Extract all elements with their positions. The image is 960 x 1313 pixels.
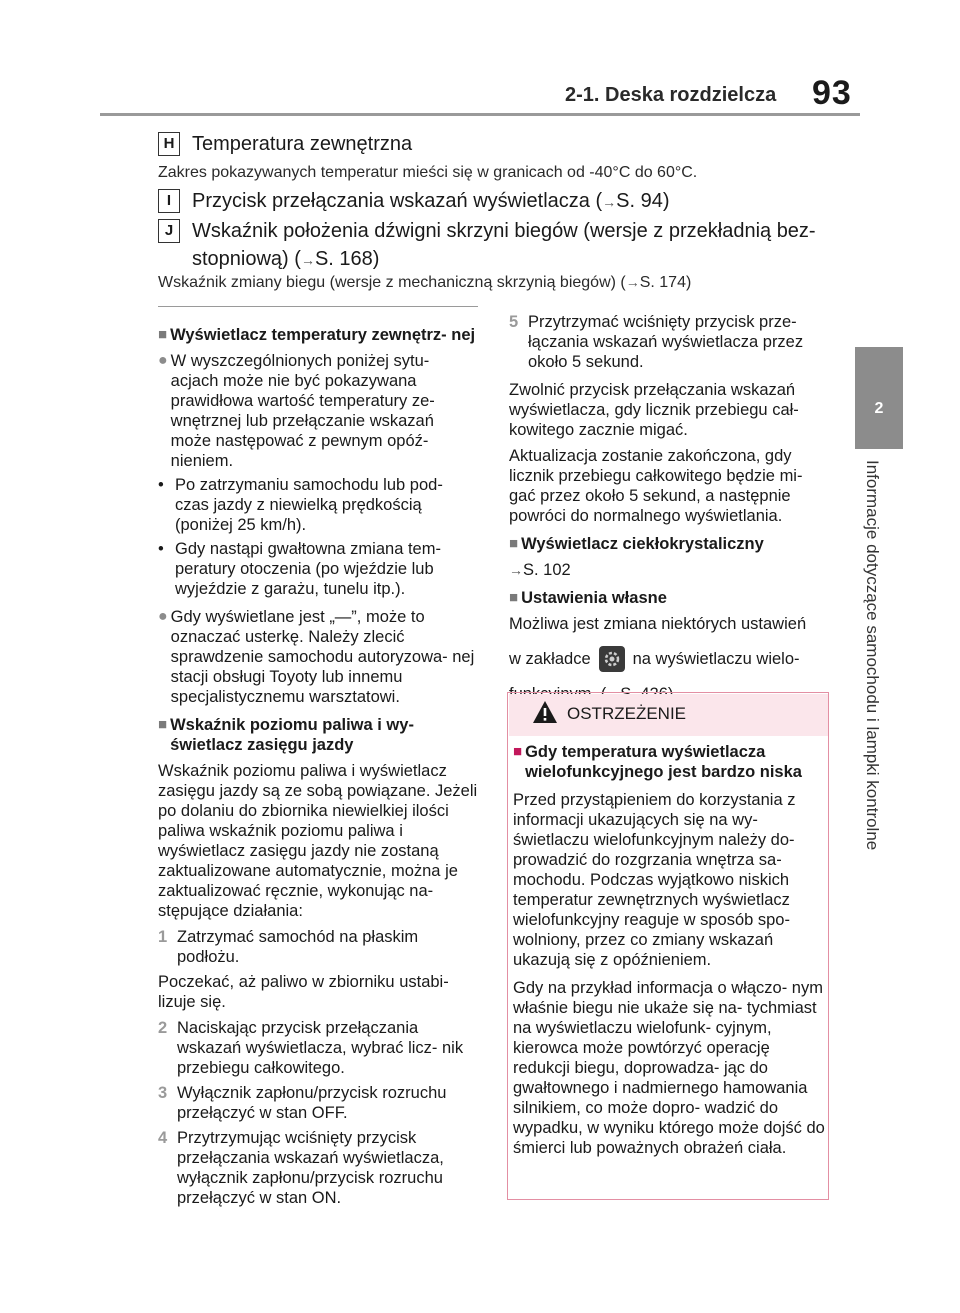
warning-heading: ■ Gdy temperatura wyświetlacza wielofunkcyjnego jest bardzo niska <box>513 743 802 781</box>
square-bullet-icon: ■ <box>158 326 168 343</box>
item-j <box>158 217 816 274</box>
heading-settings: ■ Ustawienia własne <box>509 589 667 607</box>
warning-title: OSTRZEŻENIE <box>567 704 687 723</box>
badge-j: J <box>158 219 180 243</box>
paragraph: Wskaźnik poziomu paliwa i wyświetlacz zasięgu jazdy są ze sobą powiązane. Jeżeli po dolaniu do zbiornika niewielkiej ilości paliwa wskaźnik poziomu paliwa i wyświetlacz zasięgu jazdy nie zostaną zaktualizowane automatycznie, można je zaktualizować ręcznie, wykonując na- stępujące działania: <box>158 762 478 920</box>
right-column <box>509 312 831 710</box>
arrow-icon: → <box>509 562 523 578</box>
settings-gear-icon <box>599 646 625 672</box>
item-h-text: Temperatura zewnętrzna <box>192 133 413 155</box>
warning-content <box>513 742 825 1164</box>
page-number: 93 <box>812 74 852 112</box>
header-divider <box>100 113 860 116</box>
paragraph: Możliwa jest zmiana niektórych ustawień <box>509 615 807 633</box>
square-bullet-icon: ■ <box>509 535 519 552</box>
arrow-icon: → <box>300 252 315 268</box>
paragraph: Aktualizacja zostanie zakończona, gdy licznik przebiegu całkowitego będzie mi- gać przez około 5 sekund, a następnie powróci do normalnego wyświetlania. <box>509 447 803 525</box>
item-j-line1: Wskaźnik położenia dźwigni skrzyni biegów (wersje z przekładnią bez- <box>192 220 816 242</box>
heading-lcd: ■ Wyświetlacz ciekłokrystaliczny <box>509 535 764 553</box>
arrow-icon: → <box>602 194 617 210</box>
paragraph: w zakładce na wyświetlaczu wielo- <box>509 646 831 672</box>
bullet-item: ● Gdy wyświetlane jest „—”, może to oznaczać usterkę. Należy zlecić sprawdzenie samochodu autoryzowa- nej stacji obsługi Toyoty lub innemu specjalistycznemu warsztatowi. <box>158 608 475 706</box>
item-j-note-text: Wskaźnik zmiany biegu (wersje z mechaniczną skrzynią biegów) ( <box>158 274 626 291</box>
square-bullet-icon: ■ <box>509 589 519 606</box>
step-3: 3 Wyłącznik zapłonu/przycisk rozruchu przełączyć w stan OFF. <box>158 1084 447 1122</box>
item-i-ref[interactable]: S. 94) <box>616 190 670 212</box>
dot-bullet-icon: • <box>158 476 164 494</box>
item-j-ref[interactable]: S. 168) <box>314 248 380 270</box>
square-bullet-icon: ■ <box>513 743 523 760</box>
item-i <box>158 187 670 216</box>
item-h <box>158 130 412 158</box>
dash-item: • Gdy nastąpi gwałtowna zmiana tem- peratury otoczenia (po wjeździe lub wyjeździe z garażu, tunelu itp.). <box>158 540 441 598</box>
chapter-number: 2 <box>874 400 884 417</box>
step-4: 4 Przytrzymując wciśnięty przycisk przełączania wskazań wyświetlacza, wyłącznik zapłonu/przycisk rozruchu przełączyć w stan ON. <box>158 1129 444 1207</box>
item-j-line2: stopniową) ( <box>192 248 301 270</box>
item-j-note <box>158 274 691 292</box>
step-2: 2 Naciskając przycisk przełączania wskazań wyświetlacza, wybrać licz- nik przebiegu całkowitego. <box>158 1019 464 1077</box>
chapter-tab <box>855 347 903 449</box>
chapter-label: Informacje dotyczące samochodu i lampki kontrolne <box>863 460 882 851</box>
lcd-ref-link[interactable]: S. 102 <box>523 561 571 579</box>
warning-icon <box>532 700 558 724</box>
badge-i: I <box>158 189 180 213</box>
paragraph: Poczekać, aż paliwo w zbiorniku ustabi- lizuje się. <box>158 973 449 1011</box>
warning-paragraph: Przed przystąpieniem do korzystania z informacji ukazujących się na wy- świetlaczu wielofunkcyjnym należy do- prowadzić do rozgrzania wnętrza sa- mochodu. Podczas wyjątkowo niskich temperatur zewnętrznych wyświetlacz wielofunkcyjny reaguje w sposób spo- wolniony, przez co zmiany wskazań ukazują się z opóźnieniem. <box>513 791 796 969</box>
dot-bullet-icon: • <box>158 540 164 558</box>
left-column <box>158 325 478 1213</box>
section-divider <box>158 306 478 307</box>
circle-bullet-icon: ● <box>158 352 168 369</box>
badge-h: H <box>158 132 180 156</box>
lcd-ref <box>509 560 831 580</box>
item-i-text: Przycisk przełączania wskazań wyświetlacza ( <box>192 190 603 212</box>
item-j-note-ref[interactable]: S. 174) <box>639 274 692 291</box>
square-bullet-icon: ■ <box>158 716 168 733</box>
section-title: 2-1. Deska rozdzielcza <box>565 84 777 106</box>
dash-item: • Po zatrzymaniu samochodu lub pod- czas jazdy z niewielką prędkością (poniżej 25 km/h). <box>158 476 443 534</box>
step-1: 1 Zatrzymać samochód na płaskim podłożu. <box>158 928 419 966</box>
item-h-note: Zakres pokazywanych temperatur mieści się w granicach od -40°C do 60°C. <box>158 164 698 181</box>
circle-bullet-icon: ● <box>158 608 168 625</box>
bullet-item: ● W wyszczególnionych poniżej sytu- acjach może nie być pokazywana prawidłowa wartość temperatury ze- wnętrznej lub przełączanie wskazań może następować z pewnym opóź- nieniem. <box>158 352 435 470</box>
warning-paragraph: Gdy na przykład informacja o włączo- nym właśnie biegu nie ukaże się na- tychmiast na wyświetlaczu wielofunk- cyjnym, kierowca może powtórzyć operację redukcji biegu, doprowadza- jąc do gwałtownego i nadmiernego hamowania silnikiem, co może dopro- wadzić do wypadku, w wyniku którego może dojść do śmierci lub poważnych obrażeń ciała. <box>513 979 825 1157</box>
arrow-icon: → <box>625 274 640 290</box>
paragraph: Zwolnić przycisk przełączania wskazań wyświetlacza, gdy licznik przebiegu cał- kowitego zacznie migać. <box>509 381 799 439</box>
step-5: 5 Przytrzymać wciśnięty przycisk prze- łączania wskazań wyświetlacza przez około 5 sekund. <box>509 313 804 371</box>
heading-outside-temp: ■ Wyświetlacz temperatury zewnętrz- nej <box>158 326 476 344</box>
heading-fuel-gauge: ■ Wskaźnik poziomu paliwa i wy- świetlacz zasięgu jazdy <box>158 716 414 754</box>
